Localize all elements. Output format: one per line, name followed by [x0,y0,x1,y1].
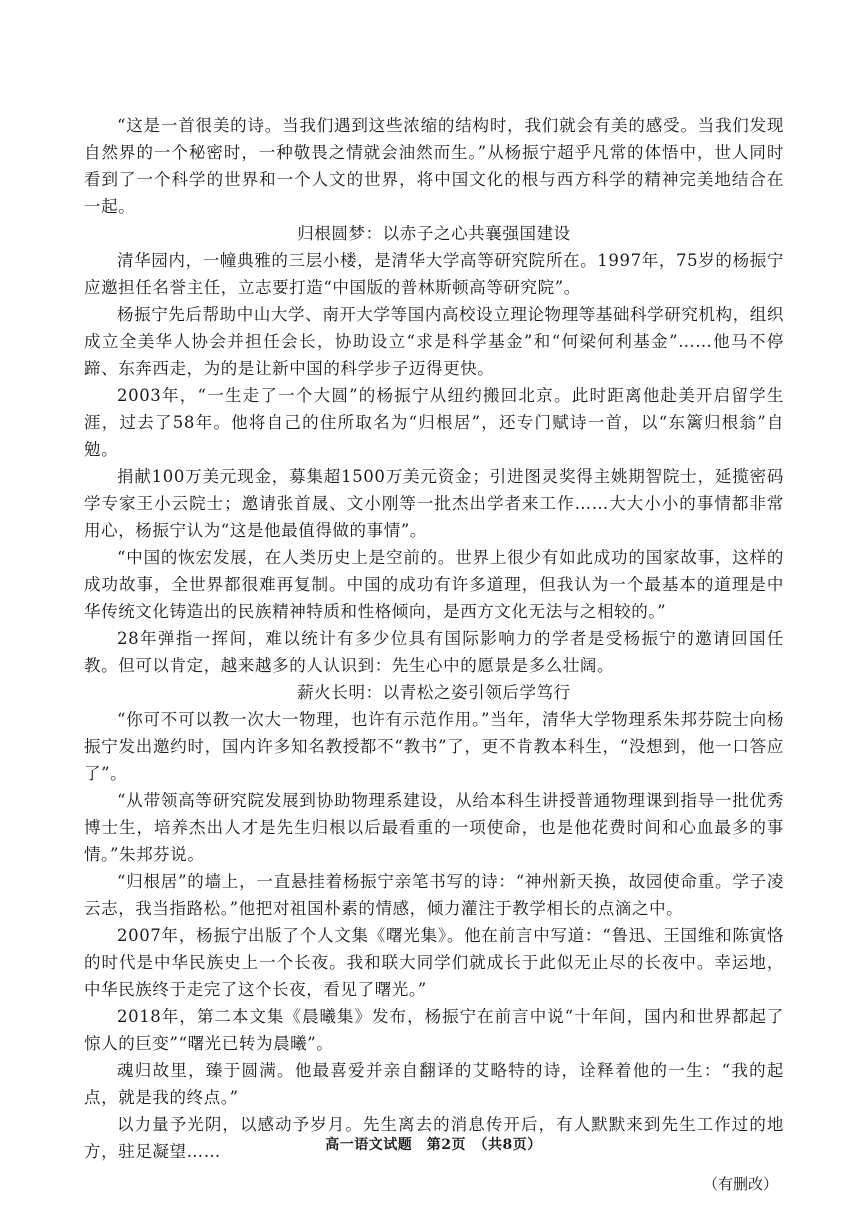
paragraph: “你可不可以教一次大一物理，也许有示范作用。”当年，清华大学物理系朱邦芬院士向杨振宁发出邀约时，国内许多知名教授都不“教书”了，更不肯教本科生，“没想到，他一口答应了”。 [84,710,784,783]
paragraph: 2007年，杨振宁出版了个人文集《曙光集》。他在前言中写道：“鲁迅、王国维和陈寅恪的时代是中华民族史上一个长夜。我和联大同学们就成长于此似无止尽的长夜中。幸运地，中华民族终于走完了这个长夜，看见了曙光。” [84,926,784,999]
paragraph: 以力量予光阴，以感动予岁月。先生离去的消息传开后，有人默默来到先生工作过的地方，驻足凝望…… [84,1115,784,1161]
section-heading: 归根圆梦：以赤子之心共襄强国建设 [297,224,571,243]
section-heading: 薪火长明：以青松之姿引领后学笃行 [297,683,571,702]
page-footer: 高一语文试题 第2页 （共8页） [325,1137,542,1153]
paragraph: 28年弹指一挥间，难以统计有多少位具有国际影响力的学者是受杨振宁的邀请回国任教。但可以肯定，越来越多的人认识到：先生心中的愿景是多么壮阔。 [84,629,784,675]
paragraph: “这是一首很美的诗。当我们遇到这些浓缩的结构时，我们就会有美的感受。当我们发现自然界的一个秘密时，一种敬畏之情就会油然而生。”从杨振宁超乎凡常的体悟中，世人同时看到了一个科学的世界和一个人文的世界，将中国文化的根与西方科学的精神完美地结合在一起。 [84,116,784,216]
paragraph: 杨振宁先后帮助中山大学、南开大学等国内高校设立理论物理等基础科学研究机构，组织成立全美华人协会并担任会长，协助设立“求是科学基金”和“何梁何利基金”……他马不停蹄、东奔西走，为的是让新中国的科学步子迈得更快。 [84,305,784,378]
paragraph: 2003年，“一生走了一个大圆”的杨振宁从纽约搬回北京。此时距离他赴美开启留学生涯，过去了58年。他将自己的住所取名为“归根居”，还专门赋诗一首，以“东篱归根翁”自勉。 [84,386,784,459]
paragraph: “归根居”的墙上，一直悬挂着杨振宁亲笔书写的诗：“神州新天换，故园使命重。学子凌云志，我当指路松。”他把对祖国朴素的情感，倾力灌注于教学相长的点滴之中。 [84,872,784,918]
paragraph: “中国的恢宏发展，在人类历史上是空前的。世界上很少有如此成功的国家故事，这样的成功故事，全世界都很难再复制。中国的成功有许多道理，但我认为一个最基本的道理是中华传统文化铸造出的民族精神特质和性格倾向，是西方文化无法与之相较的。” [84,548,784,621]
article-body [84,112,784,1198]
edit-note: （有删改） [702,1175,778,1193]
paragraph: 捐献100万美元现金，募集超1500万美元资金；引进图灵奖得主姚期智院士，延揽密码学专家王小云院士；邀请张首晟、文小刚等一批杰出学者来工作……大大小小的事情都非常用心，杨振宁认为“这是他最值得做的事情”。 [84,467,784,540]
paragraph: 2018年，第二本文集《晨曦集》发布，杨振宁在前言中说“十年间，国内和世界都起了惊人的巨变”“曙光已转为晨曦”。 [84,1007,784,1053]
paragraph: “从带领高等研究院发展到协助物理系建设，从给本科生讲授普通物理课到指导一批优秀博士生，培养杰出人才是先生归根以后最看重的一项使命，也是他花费时间和心血最多的事情。”朱邦芬说。 [84,791,784,864]
paragraph: 魂归故里，臻于圆满。他最喜爱并亲自翻译的艾略特的诗，诠释着他的一生：“我的起点，就是我的终点。” [84,1061,784,1107]
paragraph: 清华园内，一幢典雅的三层小楼，是清华大学高等研究院所在。1997年，75岁的杨振宁应邀担任名誉主任，立志要打造“中国版的普林斯顿高等研究院”。 [84,251,784,297]
